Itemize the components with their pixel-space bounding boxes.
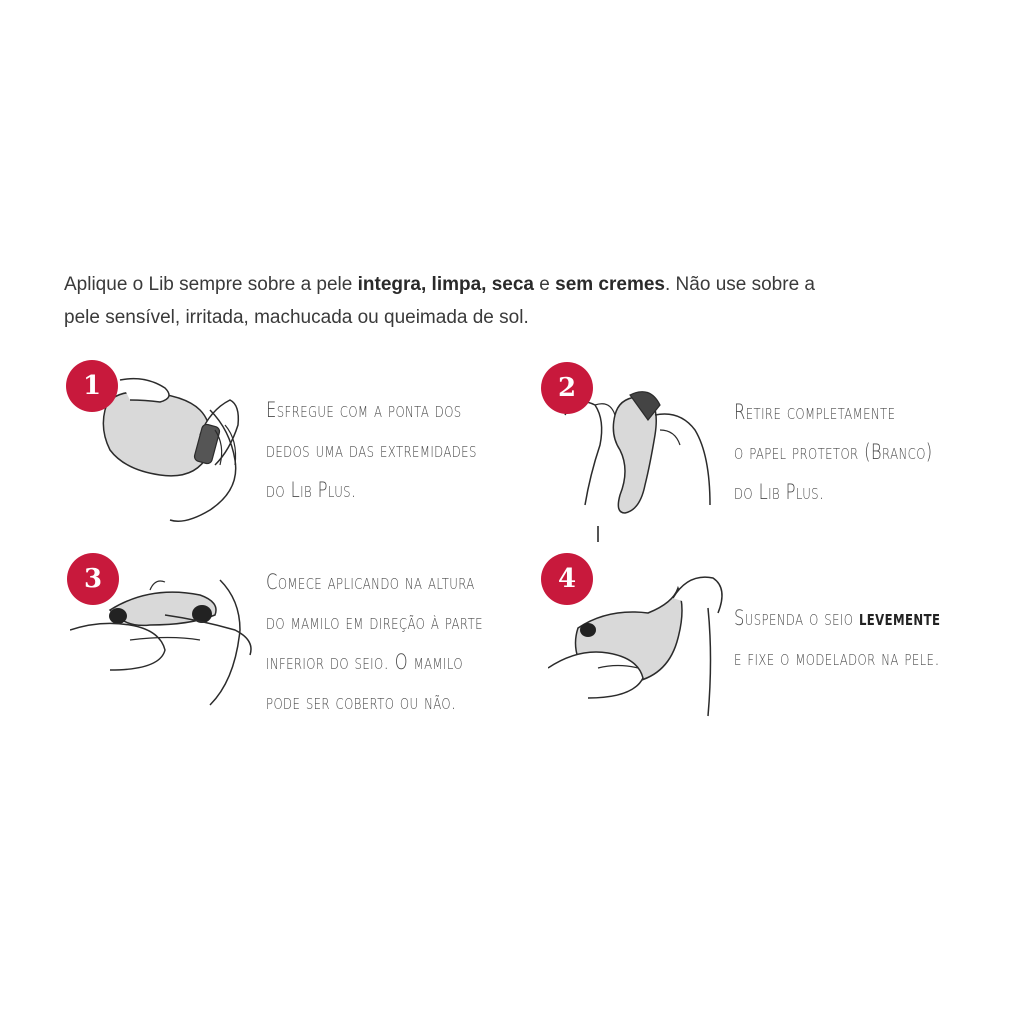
step-1-text: [266, 390, 477, 510]
step-3-line-4: pode ser coberto ou não.: [266, 690, 457, 714]
step-2-line-3: do Lib Plus.: [734, 480, 825, 504]
step-1-line-1: Esfregue com a ponta dos: [266, 398, 462, 422]
step-4-text: [734, 598, 940, 678]
step-2-line-2: o papel protetor (Branco): [734, 440, 933, 464]
step-3-badge: 3: [67, 553, 119, 605]
step-1-line-3: do Lib Plus.: [266, 478, 357, 502]
step-2-badge: 2: [541, 362, 593, 414]
intro-bold-2: sem cremes: [555, 274, 665, 295]
step-4-line-1-pre: Suspenda o seio: [734, 606, 859, 630]
step-1-badge: 1: [66, 360, 118, 412]
step-3-line-1: Comece aplicando na altura: [266, 570, 475, 594]
intro-paragraph: [64, 268, 964, 334]
intro-text-3: . Não use sobre a: [665, 274, 815, 295]
step-4-line-1: [734, 598, 940, 638]
step-3-text: [266, 562, 483, 722]
step-3-line-3: inferior do seio. O mamilo: [266, 650, 463, 674]
step-3-line-2: do mamilo em direção à parte: [266, 610, 483, 634]
step-4-line-1-bold: levemente: [858, 606, 941, 630]
step-2-text: [734, 392, 933, 512]
intro-text-1: Aplique o Lib sempre sobre a pele: [64, 274, 358, 295]
step-2-line-1: Retire completamente: [734, 400, 896, 424]
step-4-line-2: e fixe o modelador na pele.: [734, 646, 940, 670]
intro-text-2: e: [534, 274, 556, 295]
intro-bold-1: integra, limpa, seca: [357, 274, 534, 295]
stray-mark: [597, 526, 599, 542]
step-4-badge: 4: [541, 553, 593, 605]
intro-line-2: pele sensível, irritada, machucada ou queimada de sol.: [64, 307, 529, 328]
step-1-line-2: dedos uma das extremidades: [266, 438, 477, 462]
